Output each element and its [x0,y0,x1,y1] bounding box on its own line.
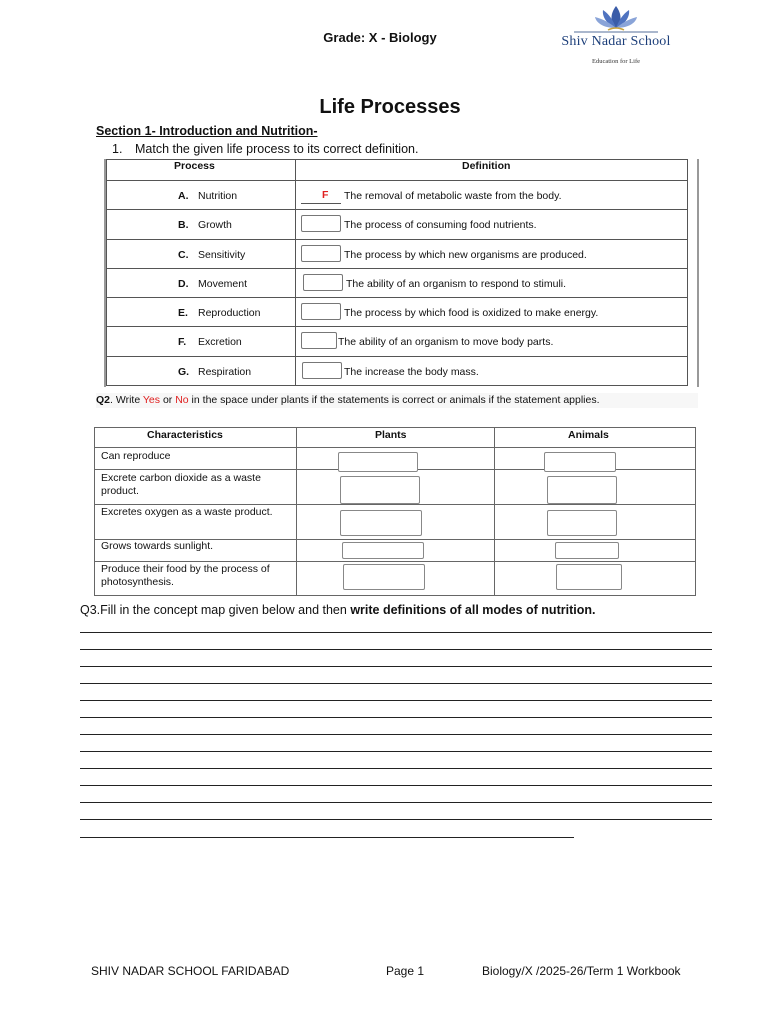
process-cell: F. Excretion [178,336,242,348]
process-cell: A. Nutrition [178,190,238,202]
process-cell: E. Reproduction [178,307,261,319]
logo-tagline: Education for Life [591,58,640,65]
definition-cell: The ability of an organism to move body parts. [338,336,554,348]
answer-line[interactable] [80,632,712,633]
table-row [106,357,688,386]
answer-box[interactable] [303,274,343,291]
answer-line[interactable] [80,683,712,684]
animals-answer-box[interactable] [547,510,617,536]
definition-cell: The process by which new organisms are produced. [344,249,587,261]
process-cell: D. Movement [178,278,248,290]
answer-blank[interactable] [301,203,341,204]
answer-line[interactable] [80,819,712,820]
answer-box[interactable] [302,362,342,379]
animals-answer-box[interactable] [544,452,616,472]
animals-answer-box[interactable] [547,476,617,504]
question-3-bold-text: write definitions of all modes of nutrition. [350,603,596,617]
characteristic-cell: Excrete carbon dioxide as a waste product. [101,472,261,497]
definition-cell: The process by which food is oxidized to make energy. [344,307,599,319]
question-2-text: . Write [110,394,143,406]
definition-cell: The process of consuming food nutrients. [344,219,537,231]
answer-value: F [322,189,329,201]
answer-box[interactable] [301,303,341,320]
characteristic-cell: Produce their food by the process of photosynthesis. [101,563,270,588]
animals-answer-box[interactable] [556,564,622,590]
school-logo [556,2,676,68]
question-1-text: Match the given life process to its correct definition. [135,142,419,156]
table-row [106,298,688,327]
table2-header-animals: Animals [568,429,609,441]
table2-header-plants: Plants [375,429,407,441]
answer-box[interactable] [301,245,341,262]
answer-line[interactable] [80,802,712,803]
table-row [106,327,688,356]
question-1 [112,142,418,156]
no-word: No [175,394,189,406]
plants-answer-box[interactable] [342,542,424,559]
characteristics-table [94,427,696,596]
table1-header-definition: Definition [462,160,511,172]
yes-word: Yes [142,394,161,406]
question-2 [96,393,698,408]
footer-workbook: Biology/X /2025-26/Term 1 Workbook [482,964,681,978]
process-cell: G. Respiration [178,366,252,378]
plants-answer-box[interactable] [338,452,418,472]
table1-header-process: Process [174,160,215,172]
footer-page-number: Page 1 [386,964,425,978]
answer-line[interactable] [80,768,712,769]
answer-line[interactable] [80,717,712,718]
answer-line[interactable] [80,785,712,786]
question-1-number: 1. [112,142,123,156]
question-3 [80,603,595,617]
section-heading: Section 1- Introduction and Nutrition- [96,124,318,138]
answer-line[interactable] [80,751,712,752]
logo-school-name: Shiv Nadar School [561,34,671,49]
characteristic-cell: Excretes oxygen as a waste product. [101,506,273,518]
definition-cell: The removal of metabolic waste from the body. [344,190,562,202]
lotus-icon [556,2,676,34]
animals-answer-box[interactable] [555,542,619,559]
scan-edge-right [697,159,699,387]
answer-line[interactable] [80,734,712,735]
plants-answer-box[interactable] [340,476,420,504]
question-2-label: Q2 [96,394,111,406]
question-3-text: Q3.Fill in the concept map given below and then [80,603,351,617]
answer-line[interactable] [80,837,574,838]
question-2-text: in the space under plants if the statements is correct or animals if the statement applies. [188,394,600,406]
table-row [106,181,688,210]
answer-line[interactable] [80,666,712,667]
process-cell: C. Sensitivity [178,249,246,261]
answer-box[interactable] [301,215,341,232]
table-row [106,269,688,298]
characteristic-cell: Can reproduce [101,450,171,462]
answer-line[interactable] [80,700,712,701]
match-table [106,159,688,386]
answer-box[interactable] [301,332,337,349]
table2-header-characteristics: Characteristics [147,429,223,441]
footer-school: SHIV NADAR SCHOOL FARIDABAD [91,964,290,978]
answer-line[interactable] [80,649,712,650]
table-row [106,240,688,269]
process-cell: B. Growth [178,219,232,231]
characteristic-cell: Grows towards sunlight. [101,540,214,552]
grade-heading: Grade: X - Biology [323,30,437,45]
question-2-text: or [160,394,176,406]
plants-answer-box[interactable] [343,564,425,590]
definition-cell: The increase the body mass. [344,366,479,378]
definition-cell: The ability of an organism to respond to stimuli. [346,278,567,290]
plants-answer-box[interactable] [340,510,422,536]
table-row [106,210,688,239]
page-title: Life Processes [319,96,461,118]
